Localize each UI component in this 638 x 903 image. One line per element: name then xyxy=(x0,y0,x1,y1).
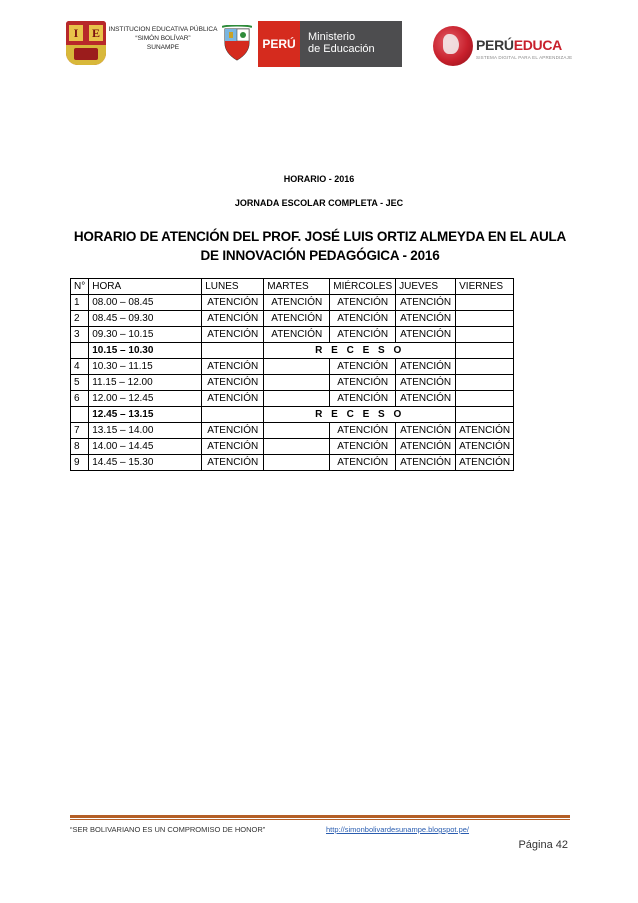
cell-miercoles: ATENCIÓN xyxy=(330,295,396,311)
page-number: Página 42 xyxy=(518,839,568,851)
table-row xyxy=(71,423,514,439)
cell-miercoles: ATENCIÓN xyxy=(330,455,396,471)
cell-viernes: ATENCIÓN xyxy=(456,423,514,439)
cell-hora: 14.00 – 14.45 xyxy=(89,439,202,455)
table-row xyxy=(71,439,514,455)
table-row xyxy=(71,391,514,407)
header-martes: MARTES xyxy=(264,279,330,295)
cell-hora: 14.45 – 15.30 xyxy=(89,455,202,471)
cell-n: 5 xyxy=(71,375,89,391)
cell-lunes: ATENCIÓN xyxy=(202,295,264,311)
peru-national-shield-icon xyxy=(222,25,252,61)
header-viernes: VIERNES xyxy=(456,279,514,295)
cell-miercoles: ATENCIÓN xyxy=(330,439,396,455)
cell-viernes xyxy=(456,375,514,391)
cell-jueves: ATENCIÓN xyxy=(396,455,456,471)
peruedu-logo-text xyxy=(476,37,562,53)
table-row xyxy=(71,359,514,375)
cell-hora: 10.30 – 11.15 xyxy=(89,359,202,375)
cell-jueves: ATENCIÓN xyxy=(396,311,456,327)
footer-rule-thin xyxy=(70,819,570,820)
schedule-table xyxy=(70,278,514,471)
header-jueves: JUEVES xyxy=(396,279,456,295)
jornada-title: JORNADA ESCOLAR COMPLETA - JEC xyxy=(234,198,404,208)
cell-martes xyxy=(264,455,330,471)
cell-jueves: ATENCIÓN xyxy=(396,423,456,439)
crest-letter-e: E xyxy=(89,25,103,41)
table-row xyxy=(71,311,514,327)
footer-blog-link[interactable]: http://simonbolivardesunampe.blogspot.pe/ xyxy=(326,825,470,834)
cell-jueves: ATENCIÓN xyxy=(396,375,456,391)
cell-martes xyxy=(264,423,330,439)
cell-miercoles: ATENCIÓN xyxy=(330,423,396,439)
cell-hora: 09.30 – 10.15 xyxy=(89,327,202,343)
header-miercoles: MIÉRCOLES xyxy=(330,279,396,295)
cell-lunes: ATENCIÓN xyxy=(202,439,264,455)
cell-martes xyxy=(264,391,330,407)
cell-miercoles: ATENCIÓN xyxy=(330,359,396,375)
cell-n: 9 xyxy=(71,455,89,471)
cell-n: 1 xyxy=(71,295,89,311)
cell-viernes xyxy=(456,311,514,327)
cell-lunes: ATENCIÓN xyxy=(202,423,264,439)
cell-n: 3 xyxy=(71,327,89,343)
table-row xyxy=(71,375,514,391)
footer-rule xyxy=(70,815,570,818)
cell-hora: 08.00 – 08.45 xyxy=(89,295,202,311)
school-info xyxy=(108,25,218,52)
cell-viernes xyxy=(456,327,514,343)
school-line-2: “SIMÓN BOLÍVAR” xyxy=(135,35,191,42)
horario-title: HORARIO - 2016 xyxy=(283,174,355,184)
cell-jueves: ATENCIÓN xyxy=(396,327,456,343)
footer-motto: “SER BOLIVARIANO ES UN COMPROMISO DE HONOR” xyxy=(70,825,266,834)
cell-miercoles: ATENCIÓN xyxy=(330,311,396,327)
peruedu-brand-b: EDUCA xyxy=(513,37,562,53)
receso-label: R E C E S O xyxy=(264,343,456,359)
receso-hora: 12.45 – 13.15 xyxy=(89,407,202,423)
cell-n: 4 xyxy=(71,359,89,375)
cell-jueves: ATENCIÓN xyxy=(396,295,456,311)
cell-lunes: ATENCIÓN xyxy=(202,391,264,407)
ministry-line-2: de Educación xyxy=(308,43,375,55)
cell-hora: 13.15 – 14.00 xyxy=(89,423,202,439)
header-lunes: LUNES xyxy=(202,279,264,295)
ministry-logo xyxy=(258,21,402,67)
peruedu-tagline: SISTEMA DIGITAL PARA EL APRENDIZAJE xyxy=(476,55,573,60)
cell-martes: ATENCIÓN xyxy=(264,311,330,327)
cell-martes: ATENCIÓN xyxy=(264,327,330,343)
table-row xyxy=(71,455,514,471)
cell-miercoles: ATENCIÓN xyxy=(330,327,396,343)
cell-hora: 11.15 – 12.00 xyxy=(89,375,202,391)
cell-viernes xyxy=(456,359,514,375)
crest-letter-i: I xyxy=(69,25,83,41)
cell-lunes: ATENCIÓN xyxy=(202,327,264,343)
cell-lunes: ATENCIÓN xyxy=(202,375,264,391)
cell-viernes xyxy=(456,391,514,407)
cell-hora: 08.45 – 09.30 xyxy=(89,311,202,327)
table-header-row xyxy=(71,279,514,295)
cell-miercoles: ATENCIÓN xyxy=(330,391,396,407)
peruedu-globe-icon xyxy=(433,26,473,66)
cell-lunes: ATENCIÓN xyxy=(202,359,264,375)
receso-hora: 10.15 – 10.30 xyxy=(89,343,202,359)
cell-viernes: ATENCIÓN xyxy=(456,455,514,471)
school-crest-logo xyxy=(66,21,106,65)
main-heading: HORARIO DE ATENCIÓN DEL PROF. JOSÉ LUIS ORTIZ ALMEYDA EN EL AULA DE INNOVACIÓN PEDAGÓGICA - 2016 xyxy=(73,229,567,263)
cell-viernes: ATENCIÓN xyxy=(456,439,514,455)
cell-jueves: ATENCIÓN xyxy=(396,359,456,375)
cell-miercoles: ATENCIÓN xyxy=(330,375,396,391)
cell-n: 8 xyxy=(71,439,89,455)
cell-martes xyxy=(264,375,330,391)
table-row xyxy=(71,327,514,343)
cell-jueves: ATENCIÓN xyxy=(396,391,456,407)
table-row xyxy=(71,295,514,311)
cell-lunes: ATENCIÓN xyxy=(202,455,264,471)
cell-n: 2 xyxy=(71,311,89,327)
school-line-1: INSTITUCION EDUCATIVA PÚBLICA xyxy=(108,26,218,33)
header-hora: HORA xyxy=(89,279,202,295)
receso-row xyxy=(71,407,514,423)
cell-viernes xyxy=(456,295,514,311)
ministry-line-1: Ministerio xyxy=(308,31,356,43)
receso-row xyxy=(71,343,514,359)
cell-martes xyxy=(264,439,330,455)
cell-martes xyxy=(264,359,330,375)
cell-hora: 12.00 – 12.45 xyxy=(89,391,202,407)
cell-n: 7 xyxy=(71,423,89,439)
cell-lunes: ATENCIÓN xyxy=(202,311,264,327)
ministry-country: PERÚ xyxy=(258,21,300,67)
cell-jueves: ATENCIÓN xyxy=(396,439,456,455)
peruedu-brand-a: PERÚ xyxy=(476,37,514,53)
cell-martes: ATENCIÓN xyxy=(264,295,330,311)
cell-n: 6 xyxy=(71,391,89,407)
header-n: N° xyxy=(71,279,89,295)
receso-label: R E C E S O xyxy=(264,407,456,423)
school-line-3: SUNAMPE xyxy=(146,44,180,51)
